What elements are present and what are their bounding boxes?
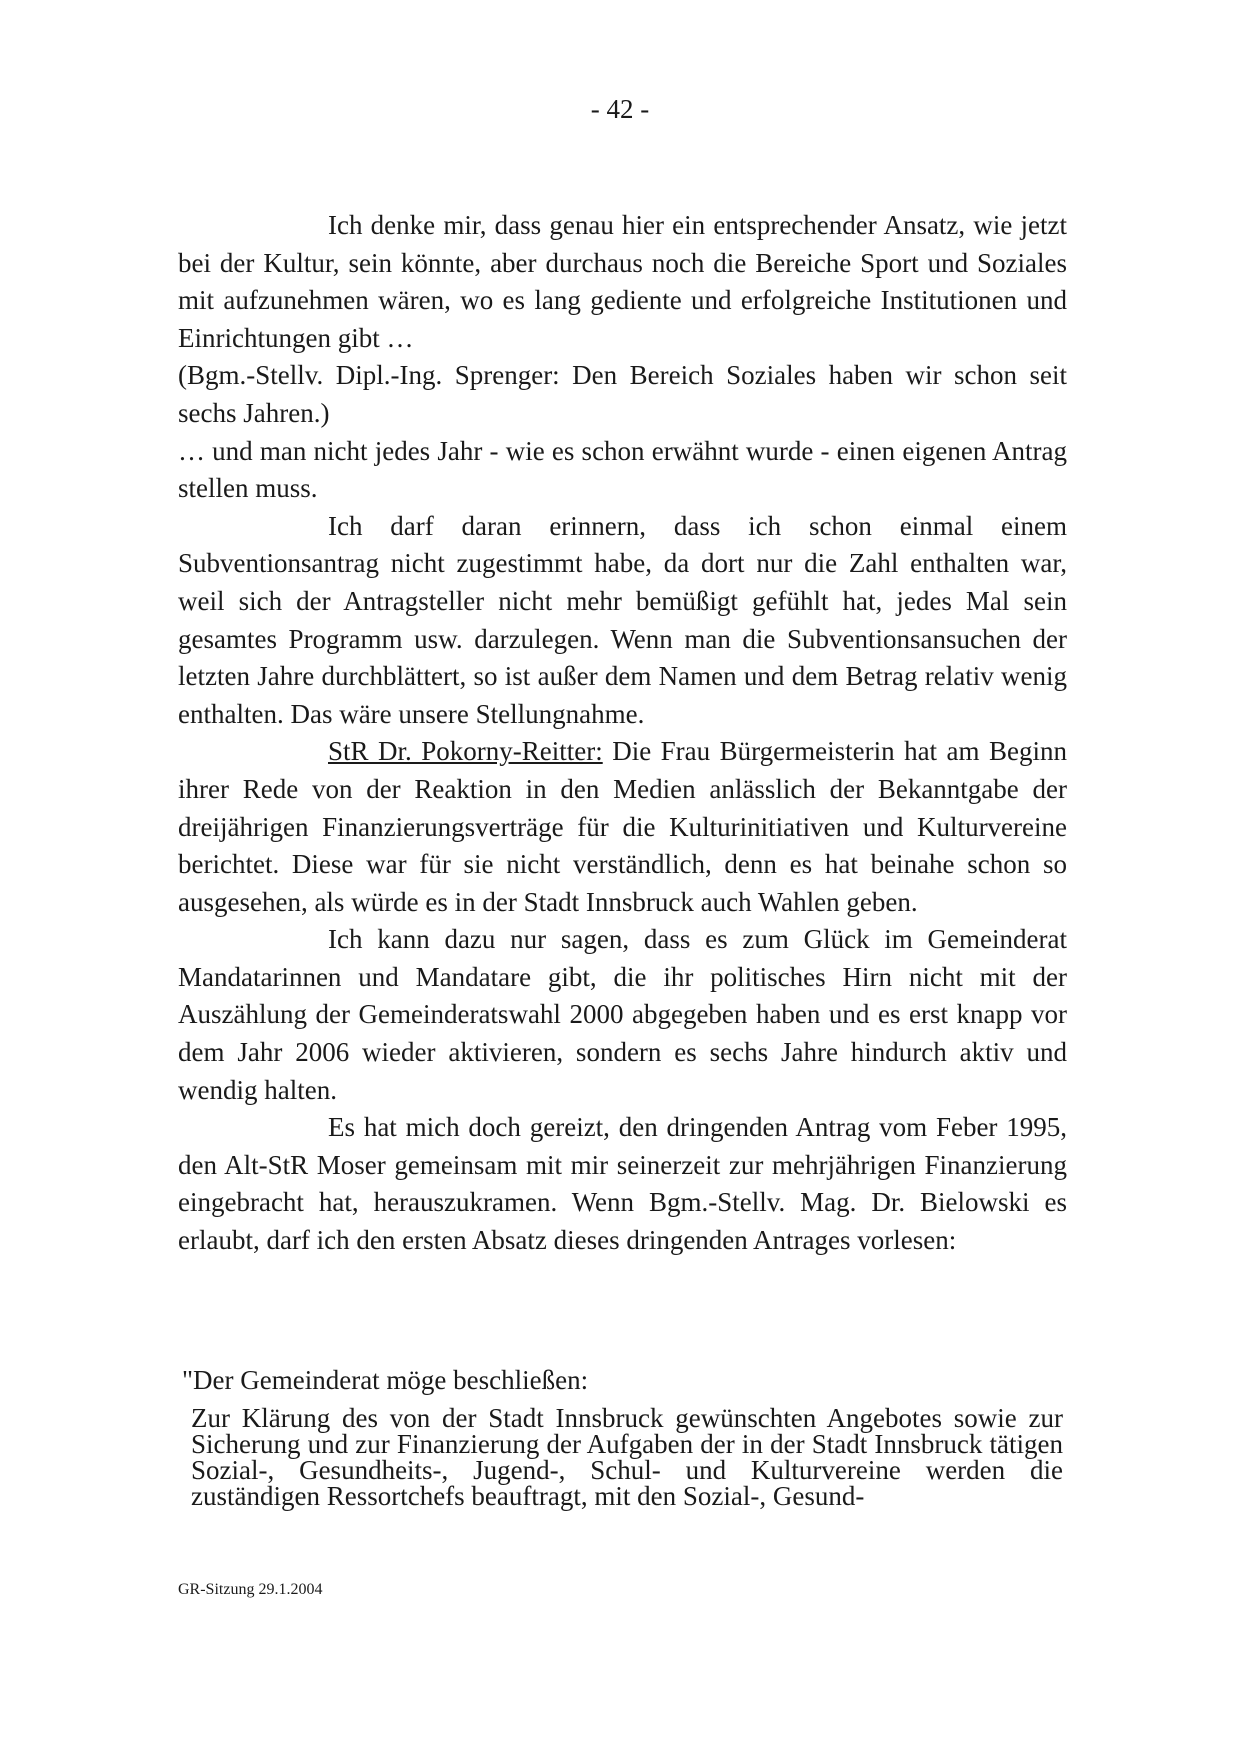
quote-intro: "Der Gemeinderat möge beschließen: [182, 1365, 589, 1395]
document-body [178, 207, 1067, 1260]
paragraph-speaker-statement [178, 733, 1067, 921]
page-number: - 42 - [590, 94, 650, 124]
paragraph: Es hat mich doch gereizt, den dringenden Antrag vom Feber 1995, den Alt-StR Moser gemeinsam mit mir seinerzeit zur mehrjährigen Finanzierung eingebracht hat, herauszukramen. Wenn Bgm.-Stellv. Mag. Dr. Bielowski es erlaubt, darf ich den ersten Absatz dieses dringenden Antrages vorlesen: [178, 1112, 1067, 1256]
paragraph: Ich kann dazu nur sagen, dass es zum Glück im Gemeinderat Mandatarinnen und Mandatare gibt, die ihr politisches Hirn nicht mit der Auszählung der Gemeinderatswahl 2000 abgegeben haben und es erst knapp vor dem Jahr 2006 wieder aktivieren, sondern es sechs Jahre hindurch aktiv und wendig halten. [178, 924, 1067, 1105]
quote-block [191, 1405, 1063, 1509]
quote-text: Zur Klärung des von der Stadt Innsbruck gewünschten Angebotes sowie zur Sicherung und zur Finanzierung der Aufgaben der in der Stadt Innsbruck tätigen Sozial-, Gesundheits-, Jugend-, Schul- und Kulturvereine werden die zuständigen Ressortchefs beauftragt, mit den Sozial-, Gesund- [191, 1403, 1063, 1511]
paragraph: … und man nicht jedes Jahr - wie es schon erwähnt wurde - einen eigenen Antrag stellen muss. [178, 435, 1067, 504]
footer: GR-Sitzung 29.1.2004 [178, 1581, 323, 1598]
paragraph: Ich denke mir, dass genau hier ein entsprechender Ansatz, wie jetzt bei der Kultur, sein könnte, aber durchaus noch die Bereiche Sport und Soziales mit aufzunehmen wären, wo es lang gediente und erfolgreiche Institutionen und Einrichtungen gibt … [178, 210, 1067, 353]
paragraph-interjection: (Bgm.-Stellv. Dipl.-Ing. Sprenger: Den Bereich Soziales haben wir schon seit sechs Jahren.) [178, 360, 1067, 428]
paragraph: Ich darf daran erinnern, dass ich schon einmal einem Subventionsantrag nicht zugestimmt habe, da dort nur die Zahl enthalten war, weil sich der Antragsteller nicht mehr bemüßigt gefühlt hat, jedes Mal sein gesamtes Programm usw. darzulegen. Wenn man die Subventionsansuchen der letzten Jahre durchblättert, so ist außer dem Namen und dem Betrag relativ wenig enthalten. Das wäre unsere Stellungnahme. [178, 510, 1067, 729]
speaker-text: Die Frau Bürgermeisterin hat am Beginn ihrer Rede von der Reaktion in den Medien anlässlich der Bekanntgabe der dreijährigen Finanzierungsverträge für die Kulturinitiativen und Kulturvereine berichtet. Diese war für sie nicht verständlich, denn es hat beinahe schon so ausgesehen, als würde es in der Stadt Innsbruck auch Wahlen geben. [178, 736, 1068, 917]
speaker-name: StR Dr. Pokorny-Reitter: [328, 736, 603, 767]
